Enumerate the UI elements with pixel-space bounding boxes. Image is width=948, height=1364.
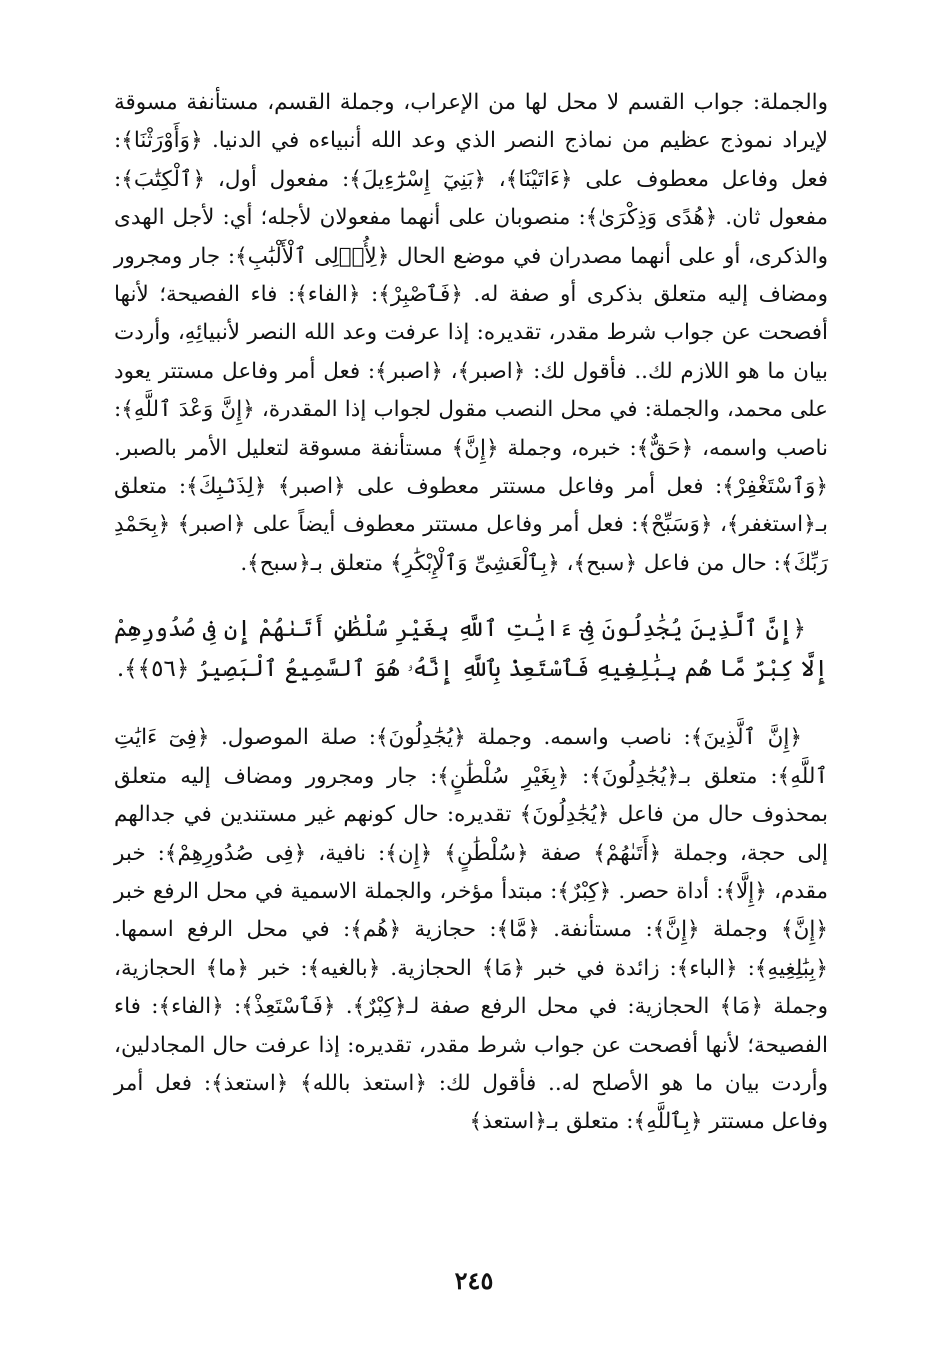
quran-verse: ﴿إِنَّ ٱلَّذِينَ يُجَٰدِلُونَ فِىٓ ءَايَٰتِ ٱللَّهِ بِغَيْرِ سُلْطَٰنٍ أَتَىٰهُمْ إِن فِى صُدُورِهِمْ إِلَّا كِبْرٌ مَّا هُم بِبَٰلِغِيهِ فَٱسْتَعِذْ بِٱللَّهِ إِنَّهُۥ هُوَ ٱلسَّمِيعُ ٱلْبَصِيرُ ﴿٥٦﴾﴾. [114, 616, 828, 683]
page-number: ٢٤٥ [454, 1266, 494, 1295]
paragraph-commentary-2: ﴿إِنَّ ٱلَّذِينَ﴾: ناصب واسمه. وجملة ﴿يُجَٰدِلُونَ﴾: صلة الموصول. ﴿فِىٓ ءَايَٰتِ ٱللَّهِ﴾: متعلق بـ﴿يُجَٰدِلُونَ﴾: ﴿بِغَيْرِ سُلْطَٰنٍ﴾: جار ومجرور ومضاف إليه متعلق بمحذوف حال من فاعل ﴿يُجَٰدِلُونَ﴾ تقديره: حال كونهم غير مستندين في جدالهم إلى حجة، وجملة ﴿أَتَىٰهُمْ﴾ صفة ﴿سُلْطَٰنٍ﴾ ﴿إِن﴾: نافية، ﴿فِى صُدُورِهِمْ﴾: خبر مقدم، ﴿إِلَّا﴾: أداة حصر. ﴿كِبْرٌ﴾: مبتدأ مؤخر، والجملة الاسمية في محل الرفع خبر ﴿إِنَّ﴾ وجملة ﴿إِنَّ﴾: مستأنفة. ﴿مَّا﴾: حجازية ﴿هُم﴾: في محل الرفع اسمها. ﴿بِبَٰلِغِيهِ﴾: ﴿الباء﴾: زائدة في خبر ﴿مَا﴾ الحجازية. ﴿بالغيه﴾: خبر ﴿ما﴾ الحجازية، وجملة ﴿مَا﴾ الحجازية: في محل الرفع صفة لـ﴿كِبْرٌ﴾. ﴿فَٱسْتَعِذْ﴾: ﴿الفاء﴾: فاء الفصيحة؛ لأنها أفصحت عن جواب شرط مقدر، تقديره: إذا عرفت حال المجادلين، وأردت بيان ما هو الأصلح له.. فأقول لك: ﴿استعذ بالله﴾ ﴿استعذ﴾: فعل أمر وفاعل مستتر ﴿بِٱللَّهِ﴾: متعلق بـ﴿استعذ﴾ [114, 725, 828, 1135]
paragraph-commentary-1: والجملة: جواب القسم لا محل لها من الإعراب، وجملة القسم، مستأنفة مسوقة لإيراد نموذج عظيم من نماذج النصر الذي وعد الله أنبياءه في الدنيا. ﴿وَأَوْرَثْنَا﴾: فعل وفاعل معطوف على ﴿ءَاتَيْنَا﴾، ﴿بَنِيٓ إِسْرَٰٓءِيلَ﴾: مفعول أول، ﴿ٱلْكِتَٰبَ﴾: مفعول ثان. ﴿هُدًى وَذِكْرَىٰ﴾: منصوبان على أنهما مفعولان لأجله؛ أي: لأجل الهدى والذكرى، أو على أنهما مصدران في موضع الحال ﴿لِأُو۟لِى ٱلْأَلْبَٰبِ﴾: جار ومجرور ومضاف إليه متعلق بذكرى أو صفة له. ﴿فَٱصْبِرْ﴾: ﴿الفاء﴾: فاء الفصيحة؛ لأنها أفصحت عن جواب شرط مقدر، تقديره: إذا عرفت وعد الله النصر لأنبيائِهِ، وأردت بيان ما هو اللازم لك.. فأقول لك: ﴿اصبر﴾، ﴿اصبر﴾: فعل أمر وفاعل مستتر يعود على محمد، والجملة: في محل النصب مقول لجواب إذا المقدرة، ﴿إِنَّ وَعْدَ ٱللَّهِ﴾: ناصب واسمه، ﴿حَقٌّ﴾: خبره، وجملة ﴿إِنَّ﴾ مستأنفة مسوقة لتعليل الأمر بالصبر. ﴿وَٱسْتَغْفِرْ﴾: فعل أمر وفاعل مستتر معطوف على ﴿اصبر﴾ ﴿لِذَنۢبِكَ﴾: متعلق بـ﴿استغفر﴾، ﴿وَسَبِّحْ﴾: فعل أمر وفاعل مستتر معطوف أيضاً على ﴿اصبر﴾ ﴿بِحَمْدِ رَبِّكَ﴾: حال من فاعل ﴿سبح﴾، ﴿بِٱلْعَشِىِّ وَٱلْإِبْكَٰرِ﴾ متعلق بـ﴿سبح﴾. [114, 90, 828, 576]
